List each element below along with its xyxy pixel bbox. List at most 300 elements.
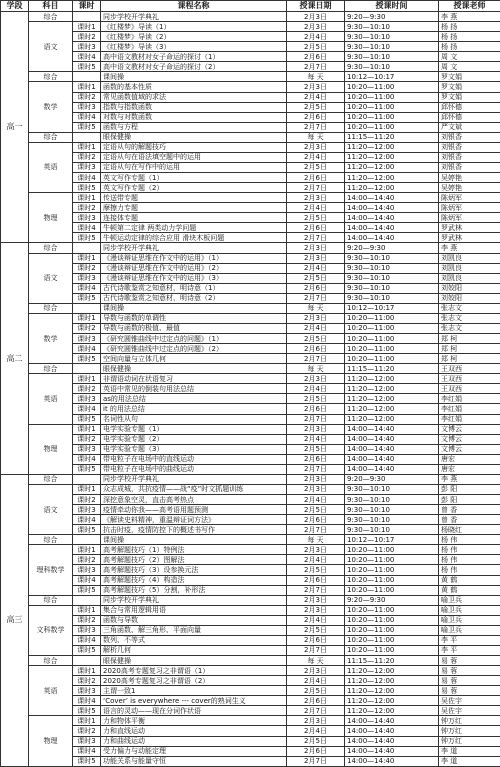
period-cell xyxy=(73,303,101,313)
course-name-cell: 疫情牵动你我——高考语用题预测 xyxy=(101,505,287,515)
date-cell: 2月3日 xyxy=(287,545,345,555)
date-cell: 2月4日 xyxy=(287,676,345,686)
teacher-cell: 杨 伟 xyxy=(439,545,500,555)
col-header-subject: 科目 xyxy=(29,1,73,12)
course-name-cell: 摩擦力专题 xyxy=(101,203,287,213)
time-cell: 11:20—12:00 xyxy=(345,414,439,424)
date-cell: 2月4日 xyxy=(287,203,345,213)
date-cell: 2月7日 xyxy=(287,706,345,716)
course-name-cell: 数列、不等式 xyxy=(101,635,287,645)
teacher-cell: 刘银香 xyxy=(439,142,500,152)
time-cell: 11:20—12:00 xyxy=(345,686,439,696)
time-cell: 11:20—12:00 xyxy=(345,394,439,404)
date-cell: 2月5日 xyxy=(287,213,345,223)
table-row xyxy=(1,484,500,494)
time-cell: 9:30—10:10 xyxy=(345,293,439,303)
period-cell xyxy=(73,72,101,82)
date-cell: 2月7日 xyxy=(287,293,345,303)
course-name-cell: 受力偏力与动能定理 xyxy=(101,746,287,756)
table-row xyxy=(1,545,500,555)
col-header-course: 课程名称 xyxy=(101,1,287,12)
table-row xyxy=(1,92,500,102)
period-cell: 课时2 xyxy=(73,495,101,505)
subject-cell: 综合 xyxy=(29,364,73,374)
time-cell: 11:20—12:00 xyxy=(345,162,439,172)
period-cell: 课时4 xyxy=(73,283,101,293)
time-cell: 9:30—10:10 xyxy=(345,42,439,52)
course-name-cell: 电学实验专题（2） xyxy=(101,434,287,444)
date-cell: 2月3日 xyxy=(287,605,345,615)
course-name-cell: 2020高考专题复习之非谓语（2） xyxy=(101,676,287,686)
teacher-cell: 唐宏 xyxy=(439,464,500,474)
header-row xyxy=(1,1,500,12)
time-cell: 9:20—9:30 xyxy=(345,243,439,253)
period-cell: 课时3 xyxy=(73,334,101,344)
course-name-cell: 抗击时疫，疫情防控下的概述书写作 xyxy=(101,525,287,535)
time-cell: 9:30—10:10 xyxy=(345,495,439,505)
teacher-cell: 杨 伟 xyxy=(439,555,500,565)
time-cell: 10:20—11:00 xyxy=(345,82,439,92)
date-cell: 2月3日 xyxy=(287,243,345,253)
course-name-cell: 集合与常用逻辑用语 xyxy=(101,605,287,615)
teacher-cell: 张志文 xyxy=(439,303,500,313)
table-row xyxy=(1,605,500,615)
date-cell: 2月5日 xyxy=(287,736,345,746)
time-cell: 14:00—14:40 xyxy=(345,726,439,736)
period-cell: 课时1 xyxy=(73,193,101,203)
teacher-cell: 陈炳军 xyxy=(439,203,500,213)
date-cell: 每 天 xyxy=(287,303,345,313)
time-cell: 14:00—14:40 xyxy=(345,454,439,464)
date-cell: 2月3日 xyxy=(287,22,345,32)
teacher-cell: 李 平 xyxy=(439,635,500,645)
table-row xyxy=(1,213,500,223)
teacher-cell: 刘银香 xyxy=(439,132,500,142)
time-cell: 10:20—11:00 xyxy=(345,645,439,655)
time-cell: 9:20—9:30 xyxy=(345,12,439,22)
date-cell: 2月5日 xyxy=(287,505,345,515)
period-cell: 课时5 xyxy=(73,122,101,132)
period-cell: 课时5 xyxy=(73,645,101,655)
table-row xyxy=(1,183,500,193)
teacher-cell: 钟万红 xyxy=(439,726,500,736)
time-cell: 11:20—12:00 xyxy=(345,696,439,706)
period-cell: 课时1 xyxy=(73,545,101,555)
course-name-cell: 古代诗歌鉴赏之知意材，明诗意（1） xyxy=(101,283,287,293)
date-cell: 2月4日 xyxy=(287,555,345,565)
time-cell: 10:20—11:00 xyxy=(345,605,439,615)
teacher-cell: 王双西 xyxy=(439,364,500,374)
course-name-cell: 力和曲线运动 xyxy=(101,736,287,746)
teacher-cell: 易 蓉 xyxy=(439,666,500,676)
date-cell: 2月3日 xyxy=(287,484,345,494)
date-cell: 2月5日 xyxy=(287,162,345,172)
table-row xyxy=(1,505,500,515)
table-row xyxy=(1,676,500,686)
period-cell: 课时4 xyxy=(73,223,101,233)
teacher-cell: 李红娟 xyxy=(439,404,500,414)
date-cell: 每 天 xyxy=(287,535,345,545)
date-cell: 2月6日 xyxy=(287,112,345,122)
date-cell: 2月5日 xyxy=(287,394,345,404)
period-cell xyxy=(73,595,101,605)
subject-cell: 物理 xyxy=(29,424,73,474)
table-row xyxy=(1,384,500,394)
date-cell: 2月7日 xyxy=(287,122,345,132)
period-cell: 课时2 xyxy=(73,726,101,736)
period-cell: 课时2 xyxy=(73,203,101,213)
period-cell: 课时2 xyxy=(73,92,101,102)
course-name-cell: 电学实验专题（3） xyxy=(101,444,287,454)
teacher-cell: 刘凯良 xyxy=(439,263,500,273)
period-cell: 课时5 xyxy=(73,233,101,243)
course-name-cell: 2020高考专题复习之非谓语（1） xyxy=(101,666,287,676)
table-row xyxy=(1,102,500,112)
period-cell: 课时1 xyxy=(73,424,101,434)
date-cell: 2月4日 xyxy=(287,434,345,444)
date-cell: 2月4日 xyxy=(287,495,345,505)
time-cell: 14:00—14:40 xyxy=(345,434,439,444)
teacher-cell: 喻卫兵 xyxy=(439,595,500,605)
course-name-cell: 眼保健操 xyxy=(101,132,287,142)
period-cell: 课时1 xyxy=(73,666,101,676)
date-cell: 2月4日 xyxy=(287,92,345,102)
course-name-cell: 同步学校开学典礼 xyxy=(101,243,287,253)
teacher-cell: 刘凯良 xyxy=(439,253,500,263)
grade-cell: 高三 xyxy=(1,474,29,766)
table-row xyxy=(1,313,500,323)
subject-cell: 英语 xyxy=(29,374,73,424)
table-row xyxy=(1,193,500,203)
time-cell: 11:20—12:00 xyxy=(345,142,439,152)
time-cell: 9:30—10:10 xyxy=(345,525,439,535)
date-cell: 2月7日 xyxy=(287,585,345,595)
period-cell: 课时1 xyxy=(73,484,101,494)
time-cell: 10:20—11:00 xyxy=(345,122,439,132)
teacher-cell: 曾 香 xyxy=(439,515,500,525)
time-cell: 11:20—12:00 xyxy=(345,173,439,183)
teacher-cell: 彭 阳 xyxy=(439,495,500,505)
table-row xyxy=(1,434,500,444)
table-row xyxy=(1,454,500,464)
date-cell: 2月3日 xyxy=(287,424,345,434)
date-cell: 2月3日 xyxy=(287,82,345,92)
teacher-cell: 杨 伟 xyxy=(439,565,500,575)
date-cell: 2月3日 xyxy=(287,12,345,22)
grade-cell: 高二 xyxy=(1,243,29,474)
date-cell: 2月7日 xyxy=(287,183,345,193)
table-row xyxy=(1,283,500,293)
date-cell: 2月3日 xyxy=(287,716,345,726)
course-name-cell: 解析几何 xyxy=(101,645,287,655)
period-cell: 课时4 xyxy=(73,746,101,756)
course-name-cell: 深挖意象空灵，直击高考热点 xyxy=(101,495,287,505)
period-cell: 课时2 xyxy=(73,384,101,394)
teacher-cell: 喻卫兵 xyxy=(439,615,500,625)
period-cell: 课时2 xyxy=(73,615,101,625)
course-name-cell: 《红楼梦》导读（1） xyxy=(101,22,287,32)
table-row xyxy=(1,555,500,565)
table-row xyxy=(1,334,500,344)
time-cell: 10:12—10:17 xyxy=(345,72,439,82)
course-name-cell: 主谓一致1 xyxy=(101,686,287,696)
table-row xyxy=(1,706,500,716)
time-cell: 11:20—12:00 xyxy=(345,404,439,414)
date-cell: 2月3日 xyxy=(287,193,345,203)
subject-cell: 综合 xyxy=(29,303,73,313)
date-cell: 2月3日 xyxy=(287,313,345,323)
date-cell: 2月6日 xyxy=(287,52,345,62)
table-row xyxy=(1,716,500,726)
subject-cell: 综合 xyxy=(29,12,73,22)
time-cell: 11:20—12:00 xyxy=(345,666,439,676)
table-row xyxy=(1,253,500,263)
teacher-cell: 钟万红 xyxy=(439,736,500,746)
subject-cell: 综合 xyxy=(29,474,73,484)
date-cell: 2月6日 xyxy=(287,173,345,183)
course-name-cell: 定语从句的解题技巧 xyxy=(101,142,287,152)
date-cell: 2月7日 xyxy=(287,62,345,72)
time-cell: 10:20—11:00 xyxy=(345,545,439,555)
period-cell: 课时3 xyxy=(73,102,101,112)
teacher-cell: 张志文 xyxy=(439,323,500,333)
time-cell: 9:30—10:10 xyxy=(345,273,439,283)
period-cell: 课时3 xyxy=(73,213,101,223)
teacher-cell: 陈炳军 xyxy=(439,213,500,223)
teacher-cell: 郑 柯 xyxy=(439,354,500,364)
course-name-cell: 高考解题技巧（4）构造法 xyxy=(101,575,287,585)
time-cell: 14:00—14:40 xyxy=(345,424,439,434)
table-row xyxy=(1,203,500,213)
period-cell: 课时1 xyxy=(73,374,101,384)
time-cell: 9:20—9:30 xyxy=(345,595,439,605)
course-name-cell: 定语从句在写作中的运用 xyxy=(101,162,287,172)
date-cell: 2月6日 xyxy=(287,404,345,414)
table-row xyxy=(1,625,500,635)
period-cell: 课时2 xyxy=(73,676,101,686)
period-cell: 课时3 xyxy=(73,625,101,635)
course-name-cell: 《解读史料精神，重温辩证词方法》 xyxy=(101,515,287,525)
course-name-cell: 高考解题技巧（2）图解法 xyxy=(101,555,287,565)
time-cell: 11:20—12:00 xyxy=(345,706,439,716)
teacher-cell: 李 道 xyxy=(439,756,500,766)
table-row xyxy=(1,444,500,454)
time-cell: 11:20—12:00 xyxy=(345,374,439,384)
table-row xyxy=(1,615,500,625)
time-cell: 14:00—14:40 xyxy=(345,736,439,746)
period-cell: 课时3 xyxy=(73,444,101,454)
table-row xyxy=(1,32,500,42)
course-name-cell: 《红楼梦》导读（3） xyxy=(101,42,287,52)
course-name-cell: 名词性从句 xyxy=(101,414,287,424)
teacher-cell: 李 道 xyxy=(439,746,500,756)
subject-cell: 理科数学 xyxy=(29,545,73,595)
date-cell: 2月5日 xyxy=(287,565,345,575)
teacher-cell: 曾 香 xyxy=(439,505,500,515)
period-cell: 课时4 xyxy=(73,344,101,354)
teacher-cell: 周 文 xyxy=(439,52,500,62)
subject-cell: 语文 xyxy=(29,253,73,303)
teacher-cell: 邱怀德 xyxy=(439,112,500,122)
time-cell: 11:20—12:00 xyxy=(345,384,439,394)
period-cell xyxy=(73,12,101,22)
date-cell: 2月3日 xyxy=(287,474,345,484)
period-cell xyxy=(73,474,101,484)
table-row xyxy=(1,344,500,354)
table-row xyxy=(1,424,500,434)
course-name-cell: 课间操 xyxy=(101,535,287,545)
teacher-cell: 罗武林 xyxy=(439,233,500,243)
teacher-cell: 钟万红 xyxy=(439,716,500,726)
time-cell: 10:20—11:00 xyxy=(345,615,439,625)
date-cell: 2月6日 xyxy=(287,515,345,525)
time-cell: 10:20—11:00 xyxy=(345,112,439,122)
period-cell: 课时3 xyxy=(73,42,101,52)
period-cell: 课时3 xyxy=(73,505,101,515)
teacher-cell: 王双西 xyxy=(439,374,500,384)
time-cell: 10:20—11:00 xyxy=(345,323,439,333)
course-name-cell: 高中语文教材对女子命运的探讨（2） xyxy=(101,62,287,72)
time-cell: 9:30—10:10 xyxy=(345,484,439,494)
time-cell: 10:20—11:00 xyxy=(345,635,439,645)
time-cell: 10:20—11:00 xyxy=(345,575,439,585)
course-name-cell: 英语中常见的倒装句用法总结 xyxy=(101,384,287,394)
table-row xyxy=(1,42,500,52)
col-header-time: 授课时间 xyxy=(345,1,439,12)
course-name-cell: 带电粒子在电场中的直线运动 xyxy=(101,454,287,464)
period-cell xyxy=(73,364,101,374)
table-row xyxy=(1,323,500,333)
teacher-cell: 吴佐宇 xyxy=(439,706,500,716)
period-cell xyxy=(73,132,101,142)
teacher-cell: 喻卫兵 xyxy=(439,605,500,615)
teacher-cell: 黄 鹤 xyxy=(439,585,500,595)
teacher-cell: 李 平 xyxy=(439,645,500,655)
subject-cell: 物理 xyxy=(29,716,73,767)
table-row xyxy=(1,756,500,766)
course-name-cell: 函数与导数 xyxy=(101,615,287,625)
course-name-cell: 《漫谈辩证思维在作文中的运用》（2） xyxy=(101,263,287,273)
teacher-cell: 吴佐宇 xyxy=(439,696,500,706)
teacher-cell: 李红娟 xyxy=(439,414,500,424)
time-cell: 14:00—14:40 xyxy=(345,716,439,726)
date-cell: 2月5日 xyxy=(287,686,345,696)
course-name-cell: 语言的灵动——现在分词作状语 xyxy=(101,706,287,716)
time-cell: 14:00—14:40 xyxy=(345,444,439,454)
time-cell: 10:20—11:00 xyxy=(345,334,439,344)
date-cell: 2月5日 xyxy=(287,444,345,454)
course-name-cell: 课间操 xyxy=(101,72,287,82)
table-row xyxy=(1,62,500,72)
time-cell: 14:00—14:40 xyxy=(345,756,439,766)
course-name-cell: 非谓语动词在状语复习 xyxy=(101,374,287,384)
period-cell: 课时1 xyxy=(73,22,101,32)
teacher-cell: 罗文娟 xyxy=(439,82,500,92)
course-name-cell: ‘Cover’ is everywhere --- cover的熟词生义 xyxy=(101,696,287,706)
table-row xyxy=(1,464,500,474)
teacher-cell: 杨 扬 xyxy=(439,32,500,42)
date-cell: 每 天 xyxy=(287,364,345,374)
table-row xyxy=(1,122,500,132)
table-row xyxy=(1,535,500,545)
subject-cell: 综合 xyxy=(29,72,73,82)
subject-cell: 综合 xyxy=(29,535,73,545)
time-cell: 11:20—12:00 xyxy=(345,183,439,193)
time-cell: 9:30—10:10 xyxy=(345,515,439,525)
date-cell: 2月4日 xyxy=(287,152,345,162)
teacher-cell: 罗武林 xyxy=(439,223,500,233)
date-cell: 2月3日 xyxy=(287,374,345,384)
table-row xyxy=(1,595,500,605)
col-header-period: 课时 xyxy=(73,1,101,12)
period-cell: 课时5 xyxy=(73,354,101,364)
table-row xyxy=(1,645,500,655)
table-row xyxy=(1,243,500,253)
course-name-cell: 牛顿第二定律 两类动力学问题 xyxy=(101,223,287,233)
period-cell: 课时5 xyxy=(73,464,101,474)
course-name-cell: 高中语文教材对女子命运的探讨（1） xyxy=(101,52,287,62)
subject-cell: 综合 xyxy=(29,595,73,605)
time-cell: 10:20—11:00 xyxy=(345,625,439,635)
teacher-cell: 李 燕 xyxy=(439,474,500,484)
course-name-cell: 同步学校开学典礼 xyxy=(101,12,287,22)
teacher-cell: 李 燕 xyxy=(439,12,500,22)
table-row xyxy=(1,132,500,142)
date-cell: 2月6日 xyxy=(287,344,345,354)
course-name-cell: 常见函数值域的求法 xyxy=(101,92,287,102)
teacher-cell: 周 文 xyxy=(439,62,500,72)
time-cell: 9:30—10:10 xyxy=(345,62,439,72)
course-name-cell: 眼保健操 xyxy=(101,656,287,666)
subject-cell: 英语 xyxy=(29,666,73,716)
table-row xyxy=(1,565,500,575)
time-cell: 10:20—11:00 xyxy=(345,565,439,575)
table-row xyxy=(1,22,500,32)
time-cell: 9:30—10:10 xyxy=(345,52,439,62)
time-cell: 11:15—11:20 xyxy=(345,656,439,666)
table-row xyxy=(1,364,500,374)
date-cell: 2月4日 xyxy=(287,384,345,394)
time-cell: 9:30—10:10 xyxy=(345,253,439,263)
period-cell: 课时1 xyxy=(73,82,101,92)
table-row xyxy=(1,142,500,152)
subject-cell: 综合 xyxy=(29,243,73,253)
date-cell: 2月7日 xyxy=(287,464,345,474)
date-cell: 2月6日 xyxy=(287,696,345,706)
period-cell: 课时3 xyxy=(73,162,101,172)
time-cell: 14:00—14:40 xyxy=(345,464,439,474)
teacher-cell: 李 燕 xyxy=(439,243,500,253)
table-row xyxy=(1,666,500,676)
table-row xyxy=(1,112,500,122)
period-cell: 课时5 xyxy=(73,414,101,424)
course-name-cell: 定语从句在语法填空题中的运用 xyxy=(101,152,287,162)
period-cell xyxy=(73,243,101,253)
date-cell: 2月7日 xyxy=(287,414,345,424)
time-cell: 10:12—10:17 xyxy=(345,303,439,313)
course-name-cell: 课间操 xyxy=(101,303,287,313)
course-name-cell: 功能关系与能量守恒 xyxy=(101,756,287,766)
table-row xyxy=(1,515,500,525)
table-row xyxy=(1,404,500,414)
time-cell: 14:00—14:40 xyxy=(345,746,439,756)
course-name-cell: 电学实验专题（1） xyxy=(101,424,287,434)
date-cell: 2月7日 xyxy=(287,233,345,243)
course-name-cell: 传送带专题 xyxy=(101,193,287,203)
teacher-cell: 张志文 xyxy=(439,313,500,323)
time-cell: 9:30—10:10 xyxy=(345,283,439,293)
period-cell: 课时5 xyxy=(73,62,101,72)
